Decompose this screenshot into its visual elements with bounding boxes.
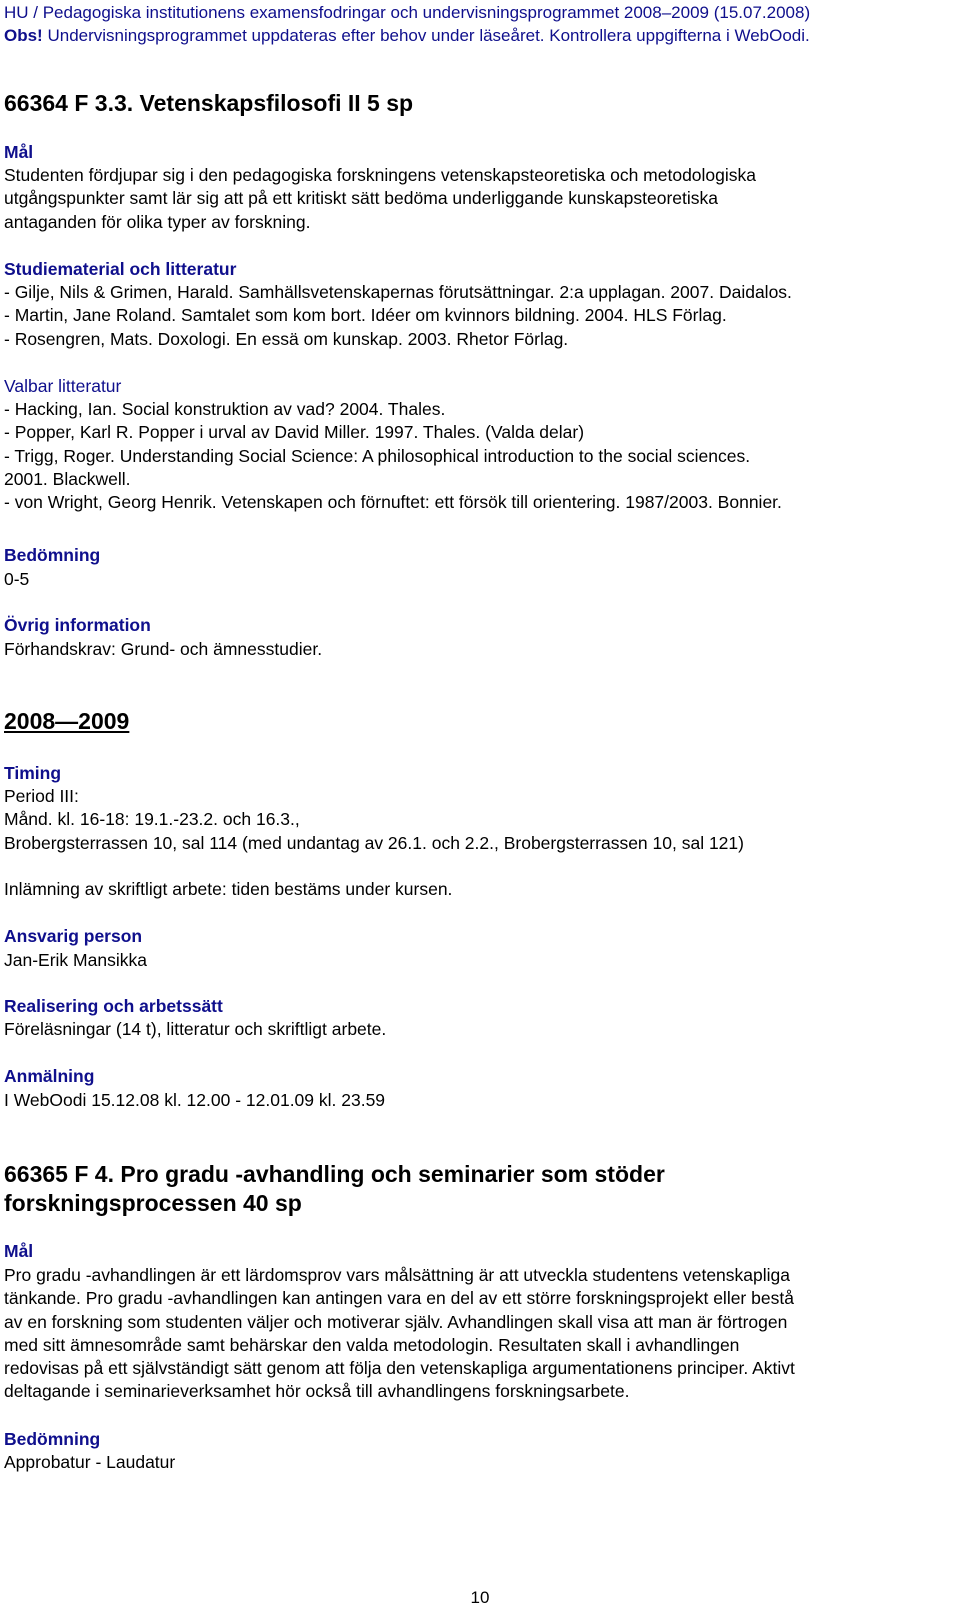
mal-line: antaganden för olika typer av forskning. <box>4 211 311 232</box>
ansvarig-value: Jan-Erik Mansikka <box>4 950 147 970</box>
literature-item: - Rosengren, Mats. Doxologi. En essä om kunskap. 2003. Rhetor Förlag. <box>4 328 569 349</box>
course-2-mal-label: Mål <box>4 1241 34 1261</box>
mal-line: Pro gradu -avhandlingen är ett lärdomsprov vars målsättning är att utveckla studentens vetenskapliga <box>4 1265 790 1285</box>
anmalning-label: Anmälning <box>4 1066 95 1086</box>
course-1-studiematerial-list <box>4 281 792 351</box>
timing-line: Brobergsterrassen 10, sal 114 (med undantag av 26.1. och 2.2., Brobergsterrassen 10, sal 121) <box>4 832 744 853</box>
course-1-bedomning-label: Bedömning <box>4 545 101 565</box>
mal-line: av en forskning som studenten väljer och motiverar själv. Avhandlingen skall visa att man är förtrogen <box>4 1311 788 1332</box>
year-heading: 2008—2009 <box>4 708 130 734</box>
timing-line: Månd. kl. 16-18: 19.1.-23.2. och 16.3., <box>4 809 300 830</box>
document-header-title: HU / Pedagogiska institutionens examensfodringar och undervisningsprogrammet 2008–2009 (15.07.2008) <box>4 3 811 22</box>
mal-line: deltagande i seminarieverksamhet hör också till avhandlingens forskningsarbete. <box>4 1381 630 1402</box>
literature-item: - Gilje, Nils & Grimen, Harald. Samhällsvetenskapernas förutsättningar. 2:a upplagan. 2007. Daidalos. <box>4 282 792 302</box>
literature-item: - Popper, Karl R. Popper i urval av David Miller. 1997. Thales. (Valda delar) <box>4 422 585 443</box>
literature-item: - Martin, Jane Roland. Samtalet som kom bort. Idéer om kvinnors bildning. 2004. HLS Förlag. <box>4 305 727 326</box>
inlamning-text: Inlämning av skriftligt arbete: tiden bestäms under kursen. <box>4 879 453 899</box>
timing-details <box>4 785 744 855</box>
course-2-title-line-2: forskningsprocessen 40 sp <box>4 1190 302 1216</box>
mal-line: utgångspunkter samt lär sig att på ett kritiskt sätt bedöma underliggande kunskapsteoretiska <box>4 188 719 209</box>
course-2-bedomning-value: Approbatur - Laudatur <box>4 1452 176 1472</box>
mal-line: tänkande. Pro gradu -avhandlingen kan antingen vara en del av ett större forskningsprojekt eller bestå <box>4 1288 794 1309</box>
literature-item: - Trigg, Roger. Understanding Social Science: A philosophical introduction to the social sciences. <box>4 445 751 466</box>
course-1-ovrig-value: Förhandskrav: Grund- och ämnesstudier. <box>4 639 323 659</box>
anmalning-value: I WebOodi 15.12.08 kl. 12.00 - 12.01.09 kl. 23.59 <box>4 1090 386 1110</box>
course-2-bedomning-label: Bedömning <box>4 1429 101 1449</box>
course-1-ovrig-label: Övrig information <box>4 615 151 635</box>
literature-item: - Hacking, Ian. Social konstruktion av vad? 2004. Thales. <box>4 399 446 419</box>
ansvarig-label: Ansvarig person <box>4 926 143 946</box>
mal-line: Studenten fördjupar sig i den pedagogiska forskningens vetenskapsteoretiska och metodologiska <box>4 165 757 185</box>
mal-line: med sitt ämnesområde samt behärskar den valda metodologin. Resultaten skall i avhandlingen <box>4 1334 740 1355</box>
literature-item: 2001. Blackwell. <box>4 468 131 489</box>
course-1-mal-label: Mål <box>4 142 34 162</box>
course-1-studiematerial-label: Studiematerial och litteratur <box>4 259 237 279</box>
notice-bold: Obs! <box>4 26 43 45</box>
course-2-title-line-1: 66365 F 4. Pro gradu -avhandling och seminarier som stöder <box>4 1161 665 1187</box>
course-1-valbar-label: Valbar litteratur <box>4 376 122 396</box>
notice-text: Undervisningsprogrammet uppdateras efter behov under läseåret. Kontrollera uppgifterna i WebOodi. <box>42 26 810 45</box>
course-1-mal-text <box>4 164 756 234</box>
timing-line: Period III: <box>4 786 79 806</box>
document-header-notice <box>4 25 810 47</box>
realisering-label: Realisering och arbetssätt <box>4 996 223 1016</box>
literature-item: - von Wright, Georg Henrik. Vetenskapen och förnuftet: ett försök till orientering. 1987/2003. Bonnier. <box>4 492 782 513</box>
course-1-title: 66364 F 3.3. Vetenskapsfilosofi II 5 sp <box>4 90 414 116</box>
mal-line: redovisas på ett självständigt sätt genom att följa den vetenskapliga argumentationens principer. Aktivt <box>4 1358 795 1379</box>
course-2-mal-text <box>4 1264 795 1404</box>
timing-label: Timing <box>4 763 62 783</box>
course-1-bedomning-value: 0-5 <box>4 569 30 589</box>
course-1-valbar-list <box>4 398 782 514</box>
page-number: 10 <box>470 1588 490 1607</box>
realisering-value: Föreläsningar (14 t), litteratur och skriftligt arbete. <box>4 1019 387 1039</box>
